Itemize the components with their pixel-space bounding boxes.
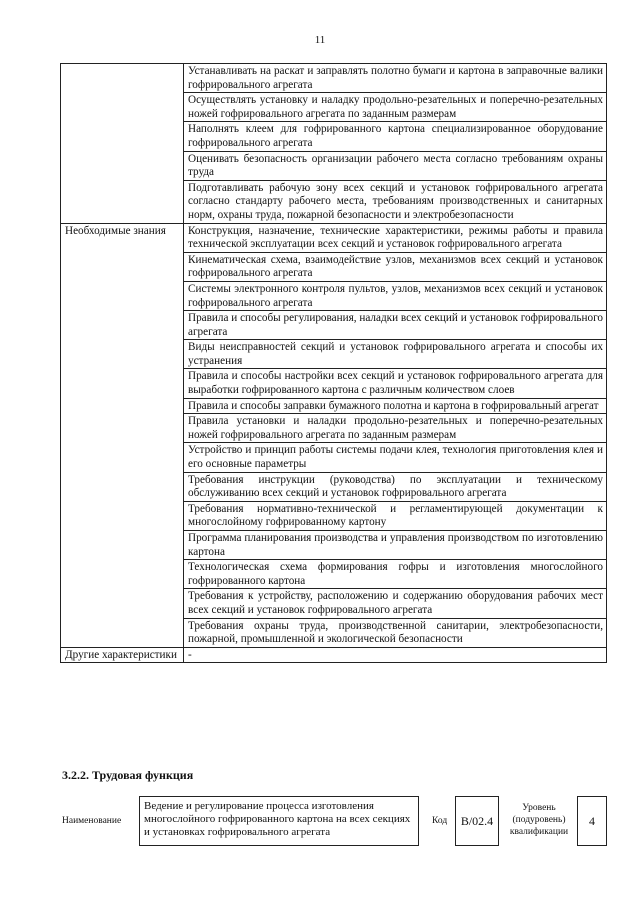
skill-item: Подготавливать рабочую зону всех секций и установок гофрировального агрегата согласно стандарту рабочего места, требованиям производственных и санитарных норм, охраны труда, пожарной безопасности и электробезопасности xyxy=(184,180,607,223)
labor-function-row xyxy=(60,796,607,876)
table-row xyxy=(61,223,607,252)
knowledge-item: Правила установки и наладки продольно-резательных и поперечно-резательных ножей гофрировального агрегата по заданным размерам xyxy=(184,414,607,443)
knowledge-item: Технологическая схема формирования гофры и изготовления многослойного гофрированного картона xyxy=(184,560,607,589)
knowledge-item: Программа планирования производства и управления производством по изготовлению картона xyxy=(184,531,607,560)
name-label: Наименование xyxy=(62,816,122,826)
name-value: Ведение и регулирование процесса изготовления многослойного гофрированного картона на всех секциях и установках гофрировального агрегата xyxy=(139,796,419,846)
knowledge-item: Требования к устройству, расположению и содержанию оборудования рабочих мест всех секций и установок гофрировального агрегата xyxy=(184,589,607,618)
knowledge-item: Конструкция, назначение, технические характеристики, режимы работы и правила технической эксплуатации всех секций и установок гофрировального агрегата xyxy=(184,223,607,252)
knowledge-item: Устройство и принцип работы системы подачи клея, технология приготовления клея и его основные параметры xyxy=(184,443,607,472)
knowledge-item: Кинематическая схема, взаимодействие узлов, механизмов всех секций и установок гофрировального агрегата xyxy=(184,252,607,281)
page-number: 11 xyxy=(314,34,326,46)
other-value: - xyxy=(184,647,607,663)
knowledge-item: Требования нормативно-технической и регламентирующей документации к многослойному гофрированному картону xyxy=(184,501,607,530)
level-label: Уровень (подуровень) квалификации xyxy=(509,803,569,837)
code-value: B/02.4 xyxy=(455,796,499,846)
skill-item: Оценивать безопасность организации рабочего места согласно требованиям охраны труда xyxy=(184,151,607,180)
skill-item: Наполнять клеем для гофрированного картона специализированное оборудование гофрировального агрегата xyxy=(184,122,607,151)
section-title: 3.2.2. Трудовая функция xyxy=(62,768,194,782)
knowledge-item: Правила и способы регулирования, наладки всех секций и установок гофрировального агрегата xyxy=(184,311,607,340)
knowledge-item: Виды неисправностей секций и установок гофрировального агрегата и способы их устранения xyxy=(184,340,607,369)
table-row xyxy=(61,64,607,93)
level-value: 4 xyxy=(577,796,607,846)
knowledge-item: Системы электронного контроля пультов, узлов, механизмов всех секций и установок гофрировального агрегата xyxy=(184,281,607,310)
knowledge-item: Требования инструкции (руководства) по эксплуатации и техническому обслуживанию всех секций и установок гофрировального агрегата xyxy=(184,472,607,501)
skill-item: Устанавливать на раскат и заправлять полотно бумаги и картона в заправочные валики гофрировального агрегата xyxy=(184,64,607,93)
knowledge-item: Требования охраны труда, производственной санитарии, электробезопасности, пожарной, промышленной и экологической безопасности xyxy=(184,618,607,647)
skills-label-cell xyxy=(61,64,184,224)
skill-item: Осуществлять установку и наладку продольно-резательных и поперечно-резательных ножей гофрировального агрегата по заданным размерам xyxy=(184,93,607,122)
other-label: Другие характеристики xyxy=(61,647,184,663)
knowledge-item: Правила и способы настройки всех секций и установок гофрировального агрегата для выработки гофрированного картона с различным количеством слоев xyxy=(184,369,607,398)
knowledge-label: Необходимые знания xyxy=(61,223,184,647)
knowledge-item: Правила и способы заправки бумажного полотна и картона в гофрировальный агрегат xyxy=(184,398,607,414)
table-row xyxy=(61,647,607,663)
code-label: Код xyxy=(432,816,448,826)
requirements-table xyxy=(60,63,607,663)
